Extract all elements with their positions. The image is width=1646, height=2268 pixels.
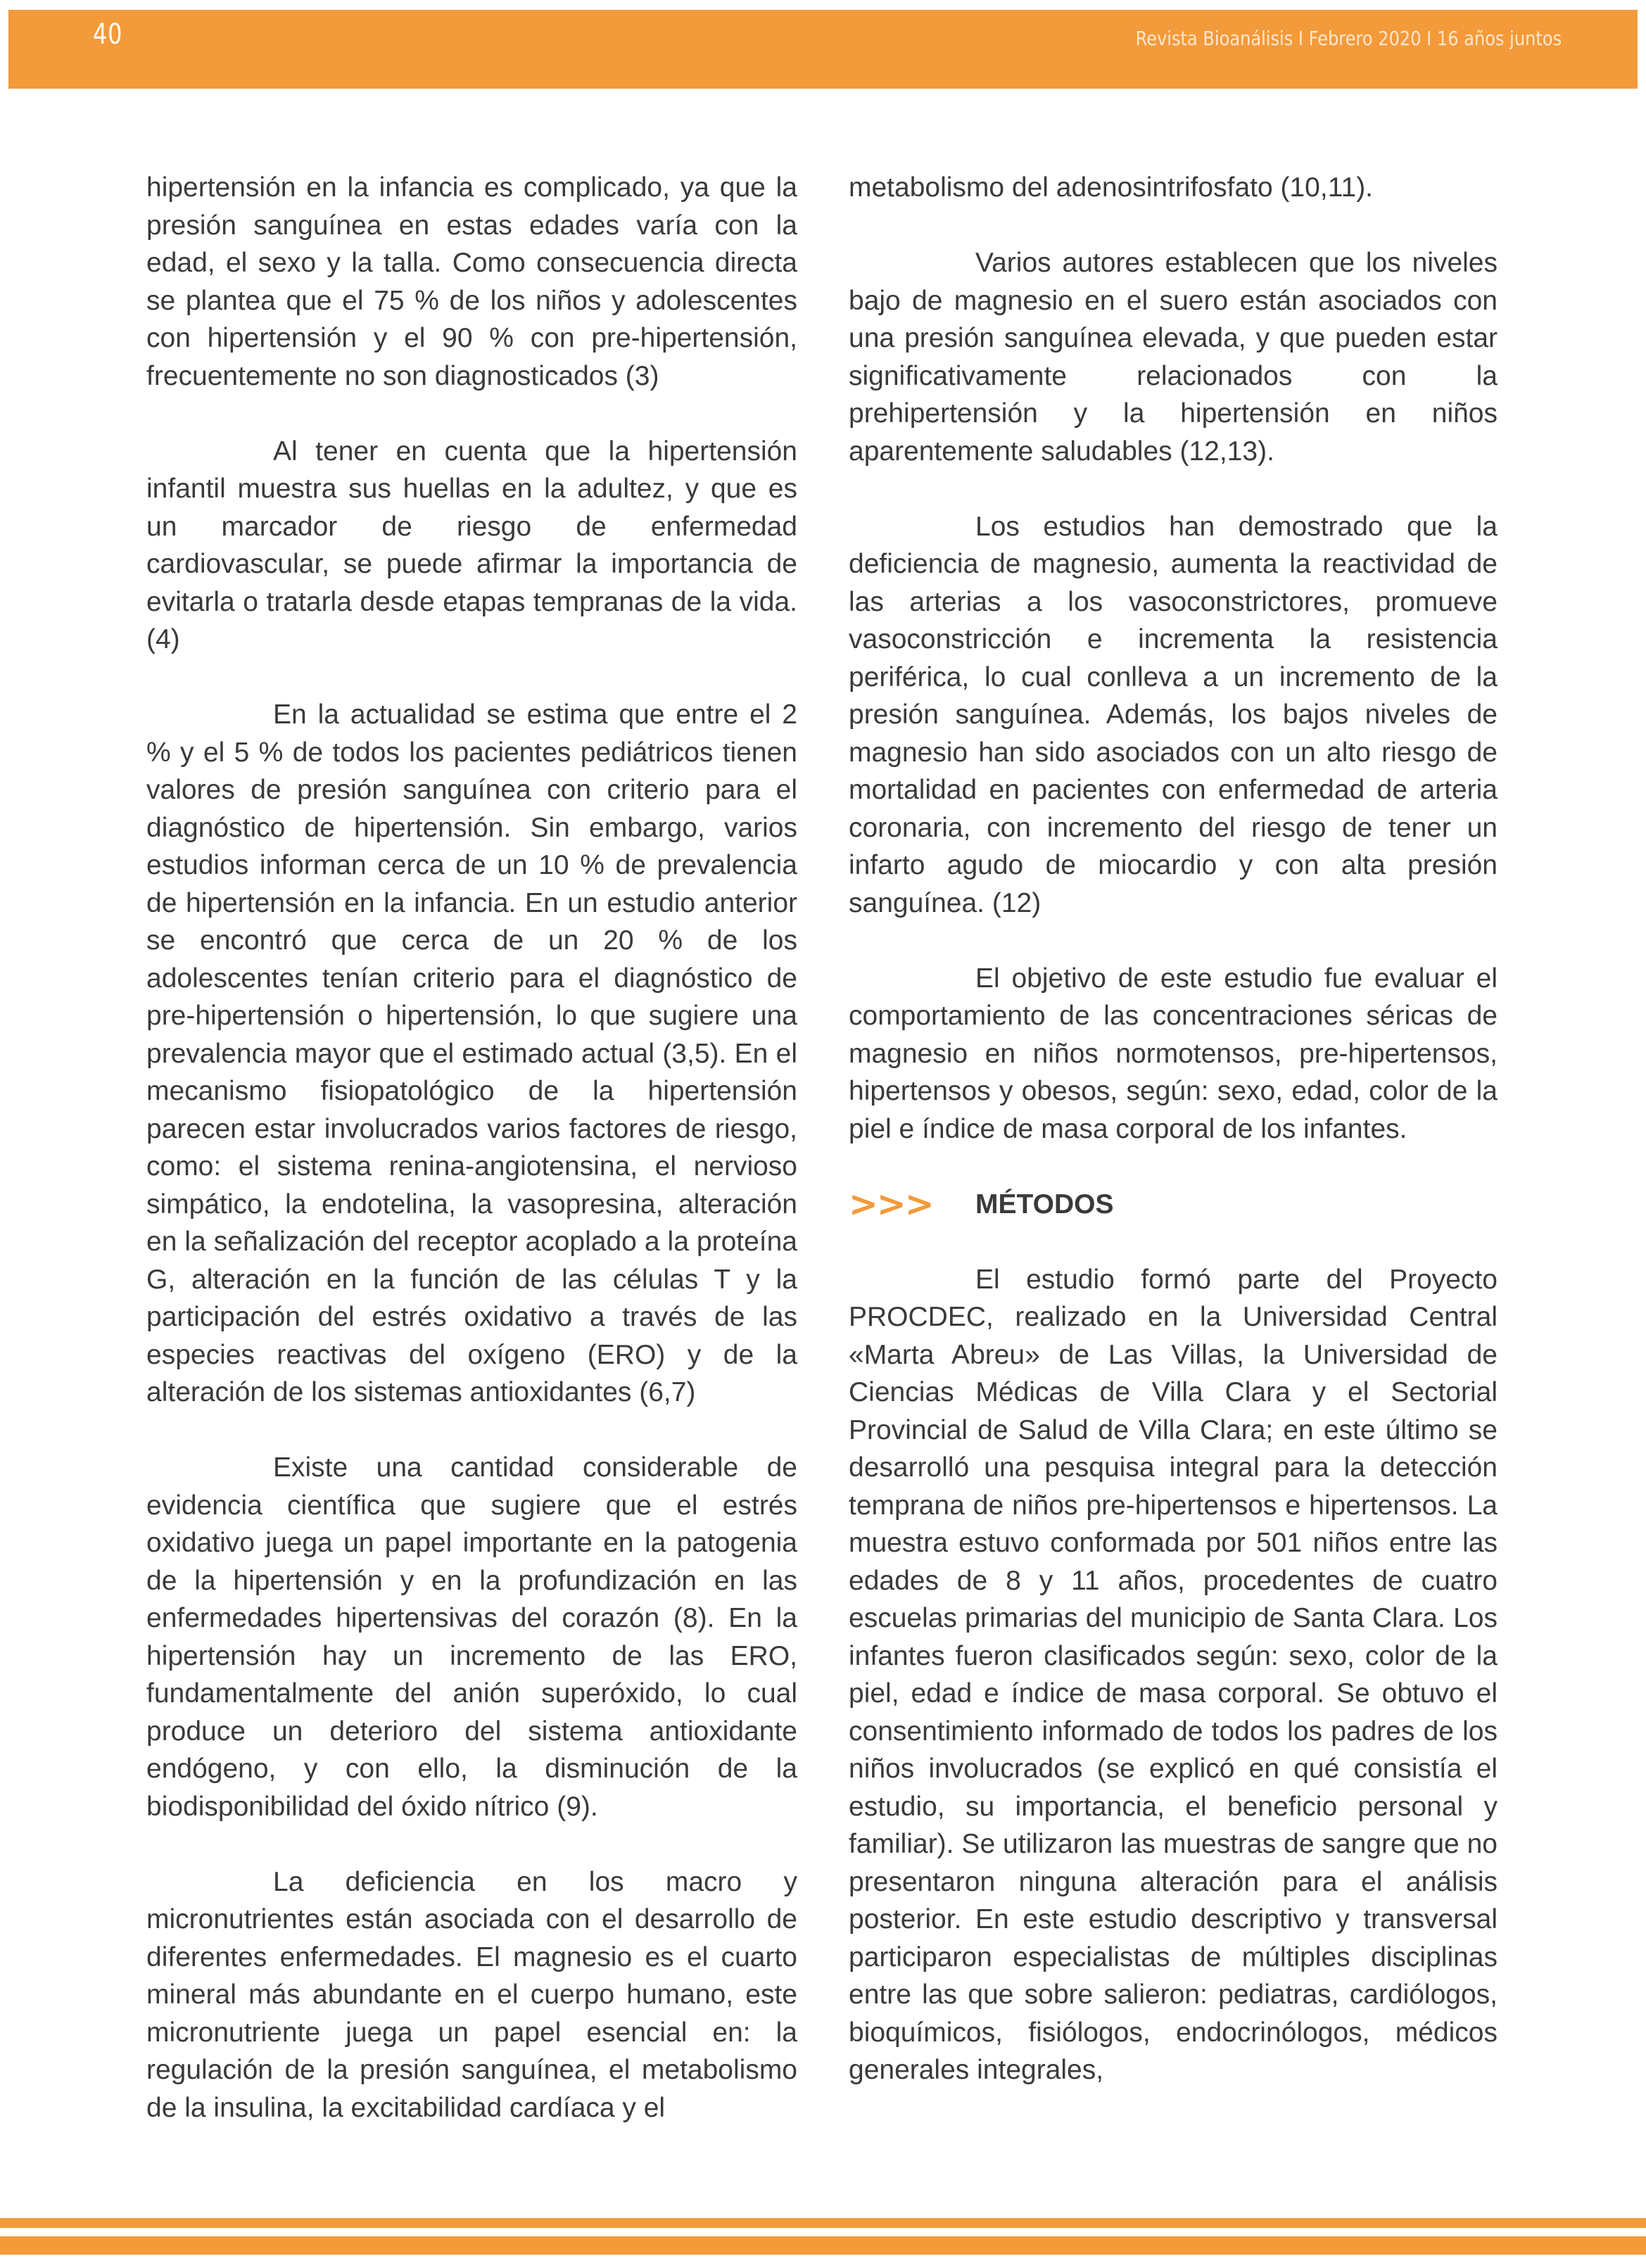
- paragraph: Varios autores establecen que los niveles bajo de magnesio en el suero están asociados con una presión sanguínea elevada, y que pueden estar significativamente relacionados con la prehipertensión y la hipertensión en niños aparentemente saludables (12,13).: [849, 248, 1498, 467]
- running-head: Revista Bioanálisis I Febrero 2020 I 16 años juntos: [1135, 27, 1562, 50]
- section-heading: [849, 1183, 1498, 1224]
- paragraph: Al tener en cuenta que la hipertensión infantil muestra sus huellas en la adultez, y que es un marcador de riesgo de enfermedad cardiovascular, se puede afirmar la importancia de evitarla o tratarla desde etapas tempranas de la vida. (4): [146, 436, 797, 654]
- footer-bar: [0, 2236, 1646, 2255]
- section-title: MÉTODOS: [975, 1189, 1114, 1219]
- paragraph: hipertensión en la infancia es complicado, ya que la presión sanguínea en estas edades varía con la edad, el sexo y la talla. Como consecuencia directa se plantea que el 75 % de los niños y adolescentes con hipertensión y el 90 % con pre-hipertensión, frecuentemente no son diagnosticados (3): [146, 172, 797, 391]
- paragraph: Los estudios han demostrado que la deficiencia de magnesio, aumenta la reactividad de las arterias a los vasoconstrictores, promueve vasoconstricción e incrementa la resistencia periférica, lo cual conlleva a un incremento de la presión sanguínea. Además, los bajos niveles de magnesio han sido asociados con un alto riesgo de mortalidad en pacientes con enfermedad de arteria coronaria, con incremento del riesgo de tener un infarto agudo de miocardio y con alta presión sanguínea. (12): [849, 511, 1498, 918]
- page-number: 40: [93, 18, 123, 51]
- paragraph: Existe una cantidad considerable de evidencia científica que sugiere que el estrés oxidativo juega un papel importante en la patogenia de la hipertensión y en la profundización en las enfermedades hipertensivas del corazón (8). En la hipertensión hay un incremento de las ERO, fundamentalmente del anión superóxido, lo cual produce un deterioro del sistema antioxidante endógeno, y con ello, la disminución de la biodisponibilidad del óxido nítrico (9).: [146, 1452, 797, 1822]
- paragraph: La deficiencia en los macro y micronutrientes están asociada con el desarrollo de diferentes enfermedades. El magnesio es el cuarto mineral más abundante en el cuerpo humano, este micronutriente juega un papel esencial en: la regulación de la presión sanguínea, el metabolismo de la insulina, la excitabilidad cardíaca y el: [146, 1866, 797, 2123]
- paragraph: En la actualidad se estima que entre el 2 % y el 5 % de todos los pacientes pediátricos tienen valores de presión sanguínea con criterio para el diagnóstico de hipertensión. Sin embargo, varios estudios informan cerca de un 10 % de prevalencia de hipertensión en la infancia. En un estudio anterior se encontró que cerca de un 20 % de los adolescentes tenían criterio para el diagnóstico de pre-hipertensión o hipertensión, lo que sugiere una prevalencia mayor que el estimado actual (3,5). En el mecanismo fisiopatológico de la hipertensión parecen estar involucrados varios factores de riesgo, como: el sistema renina-angiotensina, el nervioso simpático, la endotelina, la vasopresina, alteración en la señalización del receptor acoplado a la proteína G, alteración en la función de las células T y la participación del estrés oxidativo a través de las especies reactivas del oxígeno (ERO) y de la alteración de los sistemas antioxidantes (6,7): [146, 699, 797, 1407]
- left-column: [146, 169, 797, 2165]
- paragraph: El objetivo de este estudio fue evaluar el comportamiento de las concentraciones séricas de magnesio en niños normotensos, pre-hipertensos, hipertensos y obesos, según: sexo, edad, color de la piel e índice de masa corporal de los infantes.: [849, 963, 1498, 1144]
- paragraph: El estudio formó parte del Proyecto PROCDEC, realizado en la Universidad Central «Marta Abreu» de Las Villas, la Universidad de Ciencias Médicas de Villa Clara y el Sectorial Provincial de Salud de Villa Clara; en este último se desarrolló una pesquisa integral para la detección temprana de niños pre-hipertensos e hipertensos. La muestra estuvo conformada por 501 niños entre las edades de 8 y 11 años, procedentes de cuatro escuelas primarias del municipio de Santa Clara. Los infantes fueron clasificados según: sexo, color de la piel, edad e índice de masa corporal. Se obtuvo el consentimiento informado de todos los padres de los niños involucrados (se explicó en qué consistía el estudio, su importancia, el beneficio personal y familiar). Se utilizaron las muestras de sangre que no presentaron ninguna alteración para el análisis posterior. En este estudio descriptivo y transversal participaron especialistas de múltiples disciplinas entre las que sobre salieron: pediatras, cardiólogos, bioquímicos, fisiólogos, endocrinólogos, médicos generales integrales,: [849, 1264, 1498, 2085]
- paragraph: metabolismo del adenosintrifosfato (10,11).: [849, 172, 1374, 203]
- chevrons-icon: >>>: [849, 1183, 933, 1224]
- footer-rule: [0, 2218, 1646, 2228]
- right-column: [849, 169, 1498, 2127]
